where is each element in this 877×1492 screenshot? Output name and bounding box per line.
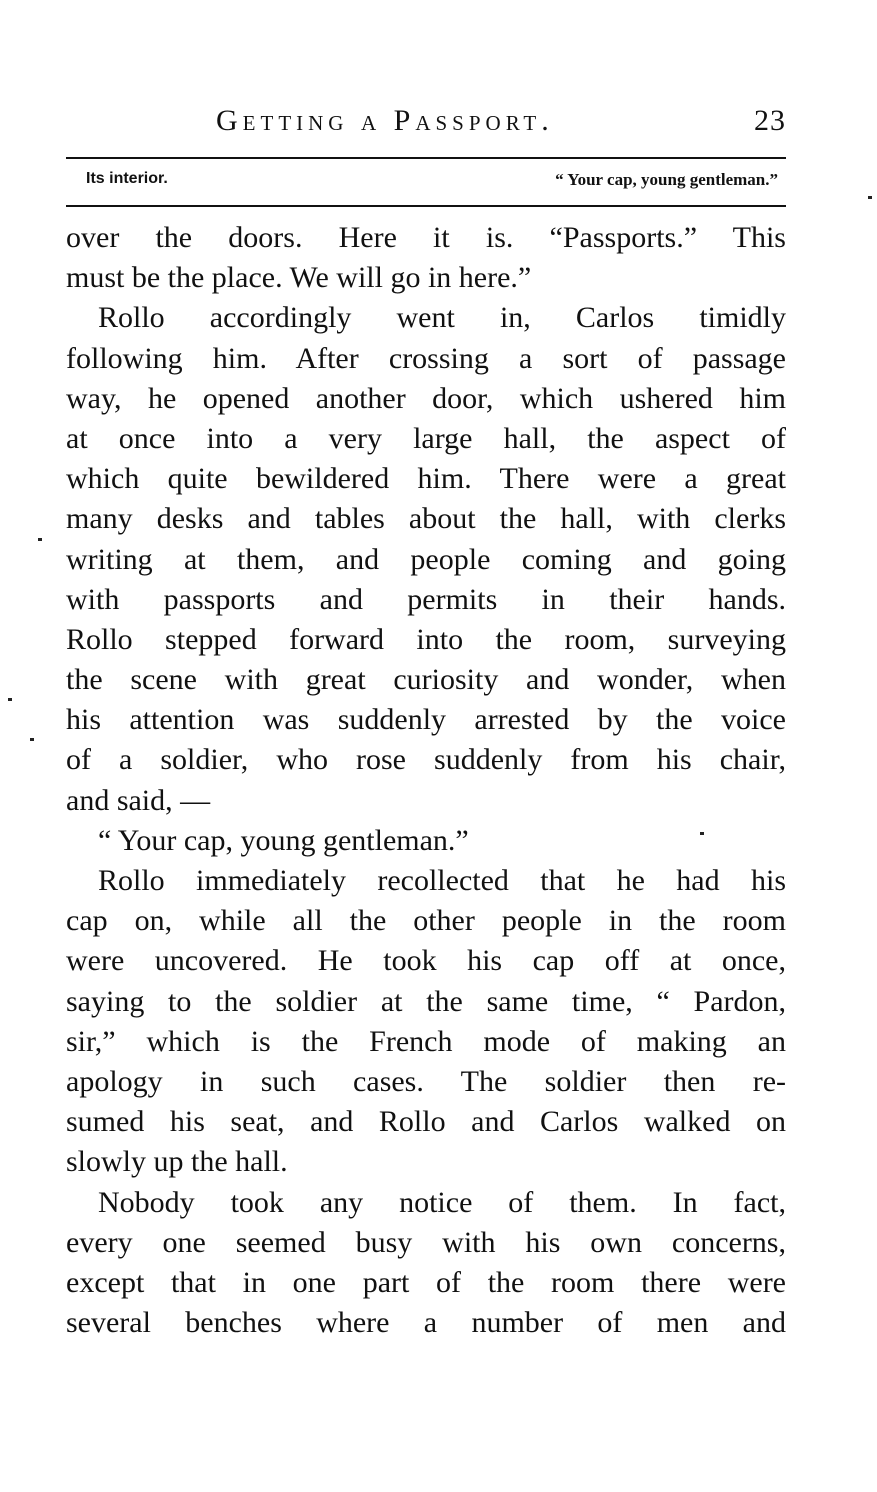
text-line: every one seemed busy with his own concerns, (66, 1225, 786, 1259)
text-line: Rollo stepped forward into the room, surveying (66, 622, 786, 656)
body-text (66, 218, 786, 1343)
text-line: his attention was suddenly arrested by the voice (66, 703, 786, 737)
print-speck (8, 698, 12, 701)
text-line: slowly up the hall. (66, 1145, 288, 1179)
text-line: at once into a very large hall, the aspect of (66, 421, 786, 455)
text-line: sumed his seat, and Rollo and Carlos walked on (66, 1105, 786, 1139)
text-line: Nobody took any notice of them. In fact, (98, 1185, 786, 1219)
text-line: “ Your cap, young gentleman.” (98, 823, 469, 857)
text-line: cap on, while all the other people in the room (66, 904, 786, 938)
text-line: were uncovered. He took his cap off at once, (66, 944, 786, 978)
text-line: and said, — (66, 783, 211, 817)
text-line: saying to the soldier at the same time, “ Pardon, (66, 984, 786, 1018)
text-line: apology in such cases. The soldier then re- (66, 1064, 786, 1098)
header-rule-bottom (66, 205, 786, 207)
text-line: following him. After crossing a sort of passage (66, 341, 786, 375)
marginal-notes (66, 170, 786, 194)
header-rule-top (66, 157, 786, 159)
text-line: sir,” which is the French mode of making an (66, 1024, 786, 1058)
text-line: of a soldier, who rose suddenly from his chair, (66, 743, 786, 777)
text-line: writing at them, and people coming and going (66, 542, 786, 576)
text-line: Rollo immediately recollected that he had his (98, 864, 786, 897)
side-note-left: Its interior. (86, 170, 168, 187)
text-line: way, he opened another door, which ushered him (66, 381, 786, 415)
side-note-right: “ Your cap, young gentleman.” (555, 170, 778, 189)
text-line: over the doors. Here it is. “Passports.” This (66, 221, 786, 254)
text-line: must be the place. We will go in here.” (66, 261, 532, 295)
print-speck (700, 832, 704, 835)
text-line: Rollo accordingly went in, Carlos timidly (98, 301, 786, 335)
text-line: except that in one part of the room there were (66, 1265, 786, 1299)
text-line: with passports and permits in their hands. (66, 582, 786, 616)
text-line: which quite bewildered him. There were a great (66, 462, 786, 496)
running-head (66, 100, 786, 150)
print-speck (38, 538, 42, 541)
text-line: the scene with great curiosity and wonder, when (66, 663, 786, 697)
print-speck (868, 196, 872, 199)
text-line: several benches where a number of men and (66, 1306, 786, 1340)
running-title: Getting a Passport. (216, 104, 554, 137)
print-speck (30, 738, 34, 741)
page-number: 23 (754, 104, 786, 137)
text-line: many desks and tables about the hall, with clerks (66, 502, 786, 536)
